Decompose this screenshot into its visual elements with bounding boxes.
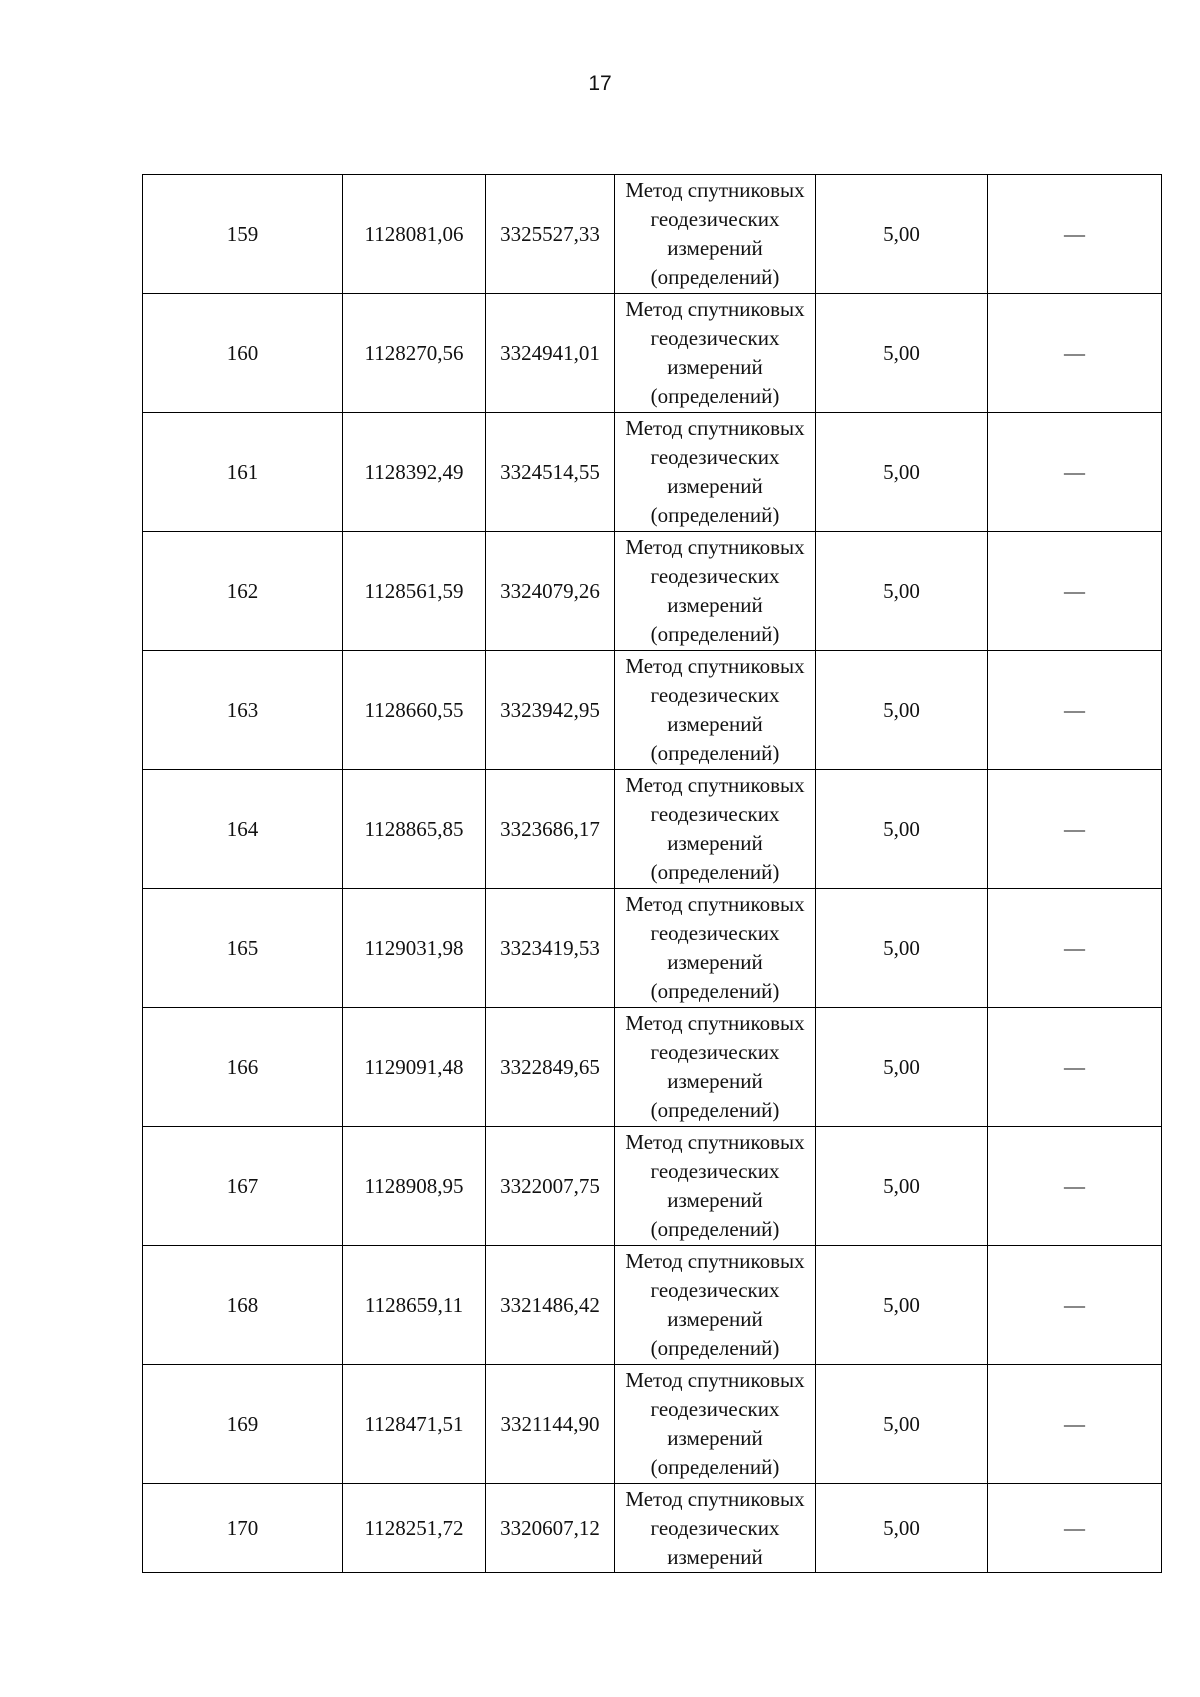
point-number-cell: 170 <box>143 1484 343 1573</box>
method-line: измерений <box>667 236 763 260</box>
method-cell <box>615 1365 816 1484</box>
accuracy-cell: 5,00 <box>816 1246 988 1365</box>
method-line: Метод спутниковых <box>625 535 805 559</box>
coordinate-x-cell: 1128392,49 <box>343 413 486 532</box>
coordinate-y-cell: 3324941,01 <box>486 294 615 413</box>
method-line: (определений) <box>650 741 780 765</box>
coordinate-y-cell: 3321144,90 <box>486 1365 615 1484</box>
method-line: Метод спутниковых <box>625 178 805 202</box>
method-line: измерений <box>667 712 763 736</box>
coordinate-x-cell: 1128471,51 <box>343 1365 486 1484</box>
method-line: (определений) <box>650 979 780 1003</box>
point-number-cell: 163 <box>143 651 343 770</box>
coordinate-x-cell: 1128251,72 <box>343 1484 486 1573</box>
method-line: Метод спутниковых <box>625 1130 805 1154</box>
coordinate-x-cell: 1128081,06 <box>343 175 486 294</box>
coordinate-y-cell: 3321486,42 <box>486 1246 615 1365</box>
method-line: измерений <box>667 1307 763 1331</box>
method-cell <box>615 175 816 294</box>
method-line: измерений <box>667 1069 763 1093</box>
point-number-cell: 161 <box>143 413 343 532</box>
note-cell: — <box>988 1484 1162 1573</box>
point-number-cell: 169 <box>143 1365 343 1484</box>
method-cell <box>615 413 816 532</box>
method-cell <box>615 770 816 889</box>
method-line: (определений) <box>650 503 780 527</box>
page-number: 17 <box>588 72 612 95</box>
method-line: геодезических <box>650 564 780 588</box>
coordinate-y-cell: 3322849,65 <box>486 1008 615 1127</box>
coordinate-x-cell: 1128659,11 <box>343 1246 486 1365</box>
coordinates-table <box>142 174 1162 1573</box>
method-line: Метод спутниковых <box>625 297 805 321</box>
note-cell: — <box>988 532 1162 651</box>
coordinate-y-cell: 3325527,33 <box>486 175 615 294</box>
point-number-cell: 160 <box>143 294 343 413</box>
point-number-cell: 167 <box>143 1127 343 1246</box>
method-line: геодезических <box>650 921 780 945</box>
method-cell <box>615 651 816 770</box>
method-cell <box>615 532 816 651</box>
method-line: измерений <box>667 474 763 498</box>
method-line: (определений) <box>650 265 780 289</box>
coordinate-x-cell: 1128908,95 <box>343 1127 486 1246</box>
accuracy-cell: 5,00 <box>816 532 988 651</box>
point-number-cell: 166 <box>143 1008 343 1127</box>
table-body <box>143 175 1162 1573</box>
accuracy-cell: 5,00 <box>816 770 988 889</box>
table-row <box>143 1127 1162 1246</box>
method-line: геодезических <box>650 1159 780 1183</box>
method-line: геодезических <box>650 1515 780 1540</box>
accuracy-cell: 5,00 <box>816 413 988 532</box>
method-line: геодезических <box>650 1040 780 1064</box>
method-cell <box>615 1484 816 1573</box>
point-number-cell: 168 <box>143 1246 343 1365</box>
method-line: Метод спутниковых <box>625 654 805 678</box>
coordinate-y-cell: 3323419,53 <box>486 889 615 1008</box>
method-line: (определений) <box>650 1455 780 1479</box>
coordinate-x-cell: 1128561,59 <box>343 532 486 651</box>
coordinate-x-cell: 1129031,98 <box>343 889 486 1008</box>
coordinate-x-cell: 1128660,55 <box>343 651 486 770</box>
method-line: Метод спутниковых <box>625 1368 805 1392</box>
method-line: геодезических <box>650 683 780 707</box>
point-number-cell: 165 <box>143 889 343 1008</box>
accuracy-cell: 5,00 <box>816 1365 988 1484</box>
accuracy-cell: 5,00 <box>816 1127 988 1246</box>
method-line: Метод спутниковых <box>625 1249 805 1273</box>
method-line: измерений <box>667 593 763 617</box>
method-line: геодезических <box>650 1397 780 1421</box>
method-line: измерений <box>667 950 763 974</box>
method-line: (определений) <box>650 384 780 408</box>
note-cell: — <box>988 413 1162 532</box>
table-row <box>143 413 1162 532</box>
note-cell: — <box>988 1365 1162 1484</box>
point-number-cell: 164 <box>143 770 343 889</box>
table-row <box>143 1008 1162 1127</box>
method-line: геодезических <box>650 326 780 350</box>
note-cell: — <box>988 889 1162 1008</box>
method-line: геодезических <box>650 1278 780 1302</box>
table-row <box>143 889 1162 1008</box>
method-line: Метод спутниковых <box>625 773 805 797</box>
method-line: (определений) <box>650 1098 780 1122</box>
coordinate-y-cell: 3320607,12 <box>486 1484 615 1573</box>
note-cell: — <box>988 1127 1162 1246</box>
method-cell <box>615 889 816 1008</box>
table-row <box>143 1484 1162 1573</box>
method-line: (определений) <box>650 860 780 884</box>
method-cell <box>615 1008 816 1127</box>
coordinate-y-cell: 3323686,17 <box>486 770 615 889</box>
note-cell: — <box>988 175 1162 294</box>
method-line: геодезических <box>650 802 780 826</box>
table-row <box>143 175 1162 294</box>
note-cell: — <box>988 1246 1162 1365</box>
method-cell <box>615 1127 816 1246</box>
method-line: (определений) <box>650 1217 780 1241</box>
table-row <box>143 1365 1162 1484</box>
method-line: (определений) <box>650 622 780 646</box>
note-cell: — <box>988 770 1162 889</box>
method-line: (определений) <box>650 1336 780 1360</box>
method-line: измерений <box>667 1426 763 1450</box>
table-row <box>143 651 1162 770</box>
coordinate-y-cell: 3323942,95 <box>486 651 615 770</box>
accuracy-cell: 5,00 <box>816 1008 988 1127</box>
coordinate-x-cell: 1128270,56 <box>343 294 486 413</box>
method-line: геодезических <box>650 207 780 231</box>
point-number-cell: 159 <box>143 175 343 294</box>
accuracy-cell: 5,00 <box>816 175 988 294</box>
method-line: измерений <box>667 1544 763 1569</box>
method-line: Метод спутниковых <box>625 1486 805 1511</box>
method-line: Метод спутниковых <box>625 892 805 916</box>
coordinate-y-cell: 3324079,26 <box>486 532 615 651</box>
accuracy-cell: 5,00 <box>816 651 988 770</box>
note-cell: — <box>988 1008 1162 1127</box>
method-cell <box>615 294 816 413</box>
accuracy-cell: 5,00 <box>816 889 988 1008</box>
table-row <box>143 532 1162 651</box>
method-cell <box>615 1246 816 1365</box>
method-line: измерений <box>667 355 763 379</box>
note-cell: — <box>988 651 1162 770</box>
coordinate-x-cell: 1128865,85 <box>343 770 486 889</box>
table-row <box>143 770 1162 889</box>
method-line: измерений <box>667 1188 763 1212</box>
coordinate-y-cell: 3324514,55 <box>486 413 615 532</box>
method-line: Метод спутниковых <box>625 416 805 440</box>
table-row <box>143 1246 1162 1365</box>
coordinate-y-cell: 3322007,75 <box>486 1127 615 1246</box>
point-number-cell: 162 <box>143 532 343 651</box>
method-line: геодезических <box>650 445 780 469</box>
note-cell: — <box>988 294 1162 413</box>
accuracy-cell: 5,00 <box>816 294 988 413</box>
method-line: измерений <box>667 831 763 855</box>
accuracy-cell: 5,00 <box>816 1484 988 1573</box>
method-line: Метод спутниковых <box>625 1011 805 1035</box>
table-row <box>143 294 1162 413</box>
coordinate-x-cell: 1129091,48 <box>343 1008 486 1127</box>
